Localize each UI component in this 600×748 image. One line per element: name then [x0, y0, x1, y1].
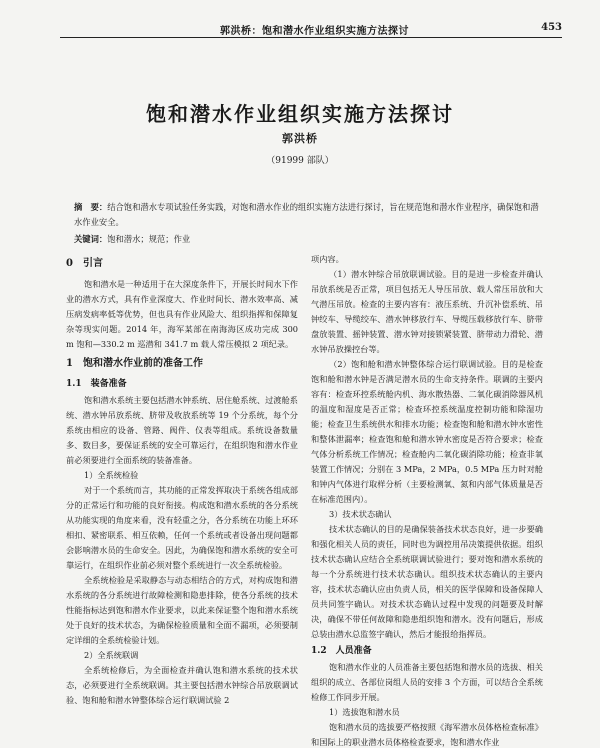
keywords-label: 关键词：	[74, 234, 108, 244]
item-3-heading: 3）技术状态确认	[329, 509, 392, 519]
section-1-heading: 1 饱和潜水作业前的准备工作	[66, 358, 203, 369]
section-1-1-paragraph: 饱和潜水系统主要包括潜水钟系统、居住舱系统、过渡舱系统、潜水钟吊放系统、脐带及收放系统等 19 个分系统，每个分系统由相应的设备、管路、阀件、仪表等组成。系统设备数量多、数目多，要保证系统的安全可靠运行，在组织饱和潜水作业前必须要进行全面系统的装备准备。	[66, 395, 298, 465]
article-author: 郭洪桥	[282, 132, 318, 145]
article-affiliation: （91999 部队）	[266, 156, 334, 166]
section-0-heading: 0 引言	[66, 258, 103, 269]
item-1-paragraph: 对于一个系统而言，其功能的正常发挥取决于系统各组成部分的正常运行和功能的良好衔接。构成饱和潜水系统的各分系统从功能实现的角度来看，没有轻重之分，各分系统在功能上环环相扣、紧密联系、相互依赖，任何一个系统或者设备出现问题都会影响潜水员的生命安全。因此，为确保饱和潜水系统的安全可靠运行，在组织作业前必须对整个系统进行一次全系统检验。	[66, 485, 298, 570]
abstract	[74, 200, 542, 230]
section-0-paragraph: 饱和潜水是一种适用于在大深度条件下，开展长时间水下作业的潜水方式，具有作业深度大、作业时间长、潜水效率高、减压病发病率低等优势，但也具有作业风险大、组织指挥和保障复杂等现实问题。2014 年，海军某部在南海海区成功完成 300 m 饱和—330.2 m 巡潜和 341.7 m 载人常压模拟 2 项纪录。	[66, 279, 298, 349]
running-header	[60, 22, 562, 38]
page-number: 453	[541, 22, 562, 33]
item-3-paragraph: 技术状态确认的目的是确保装备技术状态良好，进一步要确和强化相关人员的责任，同时也为调控用吊决策提供依据。组织技术状态确认应结合全系统联调试验进行；要对饱和潜水系统的每一个分系统进行技术状态确认。组织技术状态确认的主要内容，技术状态确认应由负责人员，相关的医学保障和设备保障人员共同签字确认。对技术状态确认过程中发现的问题要及时解决，确保不带任何故障和隐患组织饱和潜水。没有问题后，形成总装由潜水总监签字确认，然后才能报给指挥员。	[311, 524, 543, 639]
running-title: 郭洪桥：饱和潜水作业组织实施方法探讨	[220, 26, 409, 37]
keywords-text: 饱和潜水；规范；作业	[107, 234, 191, 244]
item-4-heading: 1）选拔饱和潜水员	[329, 707, 400, 717]
item-2-heading: 2）全系统联调	[84, 650, 139, 660]
section-1-1-heading: 1.1 装备准备	[66, 379, 127, 389]
left-column	[66, 252, 298, 708]
keywords	[74, 233, 542, 245]
section-1-2-paragraph: 饱和潜水作业的人员准备主要包括饱和潜水员的选拔、相关组织的成立、各部位岗组人员的安排 3 个方面，可以结合全系统检修工作同步开展。	[311, 662, 543, 702]
abstract-text: 结合饱和潜水专项试验任务实践，对饱和潜水作业的组织实施方法进行探讨，旨在规范饱和潜水作业程序，确保饱和潜水作业安全。	[74, 202, 539, 227]
item-b-paragraph: （2）饱和舱和潜水钟整体综合运行联调试验。目的是检查饱和舱和潜水钟是否满足潜水员的生命支持条件。联调的主要内容有：检查环控系统舱内机、海水散热器、二氧化碳消除器风机的温度和湿度是否正常；检查环控系统温度控制功能和除湿功能；检查卫生系统供水和排水功能；检查饱和舱和潜水钟水密性和整体泄漏率；检查饱和舱和潜水钟水密度是否符合要求；检查气体分析系统工作情况；检查舱内二氧化碳消除功能；检查非氧装置工作情况；分别在 3 MPa，2 MPa，0.5 MPa 压力时对舱和钟内气体进行取样分析（主要检测氧、氮和内部气体质量是否在标准范围内）。	[311, 359, 543, 504]
item-4-paragraph: 饱和潜水员的选拔要严格按照《海军潜水员体格检查标准》和国际上的职业潜水员体格检查要求，饱和潜水作业	[311, 722, 543, 747]
section-1-2-heading: 1.2 人员准备	[311, 646, 372, 656]
right-column	[311, 252, 543, 748]
item-a-paragraph: （1）潜水钟综合吊放联调试验。目的是进一步检查并确认吊放系统是否正常，项目包括无人导压吊放、载人常压吊放和大气潜压吊放。检查的主要内容有：液压系统、升沉补偿系统、吊钟绞车、导缆绞车、潜水钟移放行车、导缆压载移放行车、脐带盘放装置、摇钟装置、潜水钟对接锁紧装置、脐带动力滑轮、潜水钟吊放操控台等。	[311, 269, 543, 354]
article-title: 饱和潜水作业组织实施方法探讨	[146, 102, 454, 126]
item-1-paragraph-2: 全系统检验是采取静态与动态相结合的方式，对构成饱和潜水系统的各分系统进行故障检测和隐患排除，使各分系统的技术性能指标达到饱和潜水作业要求，以此来保证整个饱和潜水系统处于良好的技术状态，为确保检验质量和全面不漏项，必须要制定详细的全系统检验计划。	[66, 575, 298, 645]
item-2-paragraph: 全系统检修后，为全面检查并确认饱和潜水系统的技术状态，必须要进行全系统联调。其主要包括潜水钟综合吊放联调试验、饱和舱和潜水钟整体综合运行联调试验 2	[66, 665, 298, 705]
abstract-label: 摘 要：	[74, 202, 108, 212]
item-1-heading: 1）全系统检验	[84, 470, 139, 480]
continued-paragraph: 项内容。	[311, 254, 344, 264]
